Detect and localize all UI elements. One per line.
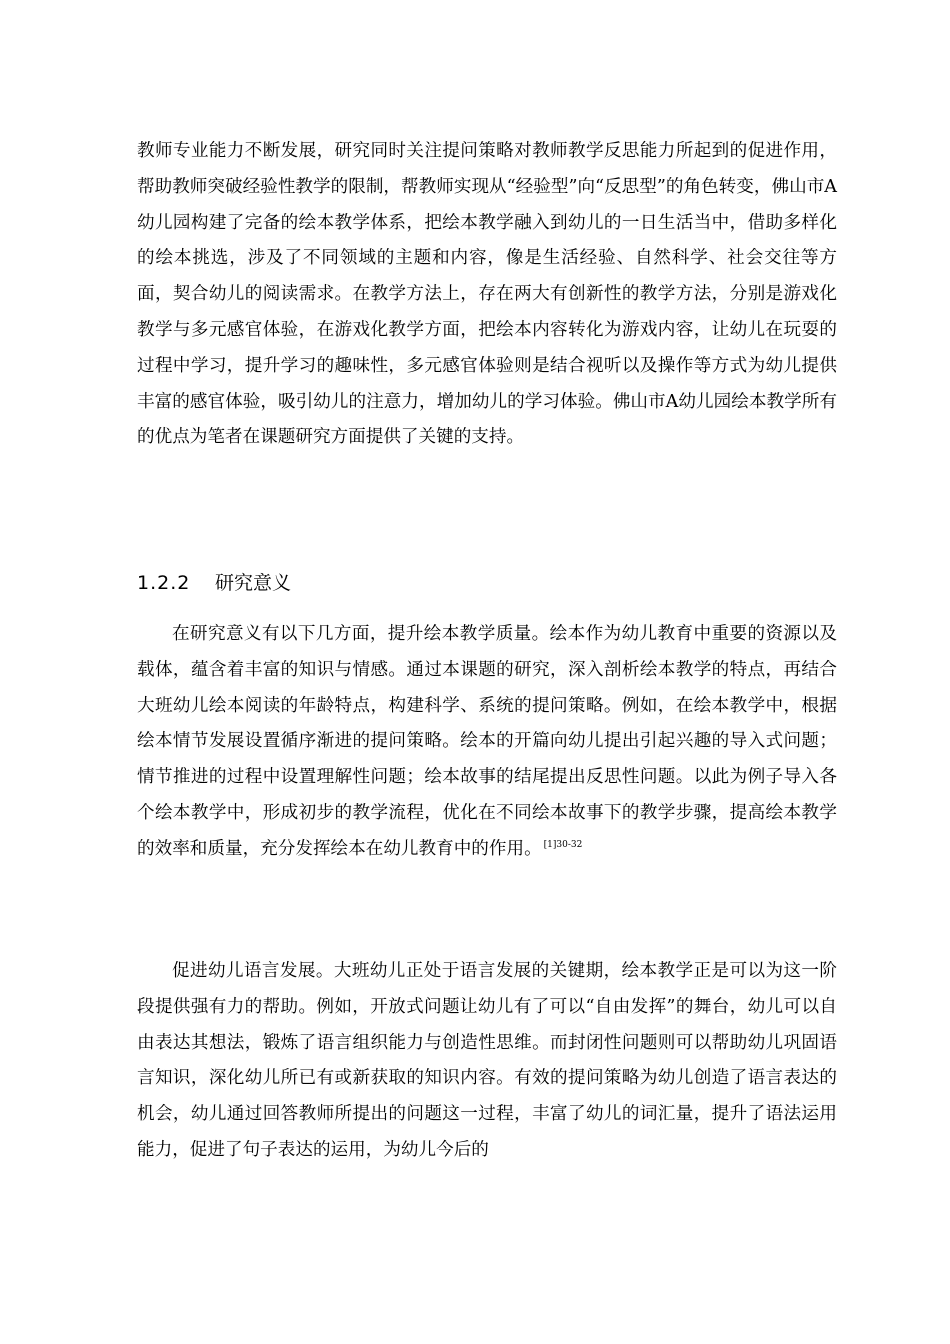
body-paragraph: 促进幼儿语言发展。大班幼儿正处于语言发展的关键期，绘本教学正是可以为这一阶段提供强有力的帮助。例如，开放式问题让幼儿有了可以“自由发挥”的舞台，幼儿可以自由表达其想法，锻炼了语言组织能力与创造性思维。而封闭性问题则可以帮助幼儿巩固语言知识，深化幼儿所已有或新获取的知识内容。有效的提问策略为幼儿创造了语言表达的机会，幼儿通过回答教师所提出的问题这一过程，丰富了幼儿的词汇量，提升了语法运用能力，促进了句子表达的运用，为幼儿今后的 (137, 961, 837, 1160)
paragraph-text: 在研究意义有以下几方面，提升绘本教学质量。绘本作为幼儿教育中重要的资源以及载体，蕴含着丰富的知识与情感。通过本课题的研究，深入剖析绘本教学的特点，再结合大班幼儿绘本阅读的年龄特点，构建科学、系统的提问策略。例如，在绘本教学中，根据绘本情节发展设置循序渐进的提问策略。绘本的开篇向幼儿提出引起兴趣的导入式问题；情节推进的过程中设置理解性问题；绘本故事的结尾提出反思性问题。以此为例子导入各个绘本教学中，形成初步的教学流程，优化在不同绘本故事下的教学步骤，提高绘本教学的效率和质量，充分发挥绘本在幼儿教育中的作用。 (137, 624, 837, 859)
section-title: 研究意义 (215, 572, 292, 594)
section-number: 1.2.2 (137, 572, 191, 594)
body-paragraph (137, 617, 837, 868)
citation-superscript: [1]30-32 (543, 839, 583, 850)
body-paragraph: 教师专业能力不断发展，研究同时关注提问策略对教师教学反思能力所起到的促进作用，帮助教师突破经验性教学的限制，帮教师实现从“经验型”向“反思型”的角色转变，佛山市A幼儿园构建了完备的绘本教学体系，把绘本教学融入到幼儿的一日生活当中，借助多样化的绘本挑选，涉及了不同领域的主题和内容，像是生活经验、自然科学、社会交往等方面，契合幼儿的阅读需求。在教学方法上，存在两大有创新性的教学方法，分别是游戏化教学与多元感官体验，在游戏化教学方面，把绘本内容转化为游戏内容，让幼儿在玩耍的过程中学习，提升学习的趣味性，多元感官体验则是结合视听以及操作等方式为幼儿提供丰富的感官体验，吸引幼儿的注意力，增加幼儿的学习体验。佛山市A幼儿园绘本教学所有的优点为笔者在课题研究方面提供了关键的支持。 (137, 141, 837, 448)
section-heading (137, 568, 291, 598)
